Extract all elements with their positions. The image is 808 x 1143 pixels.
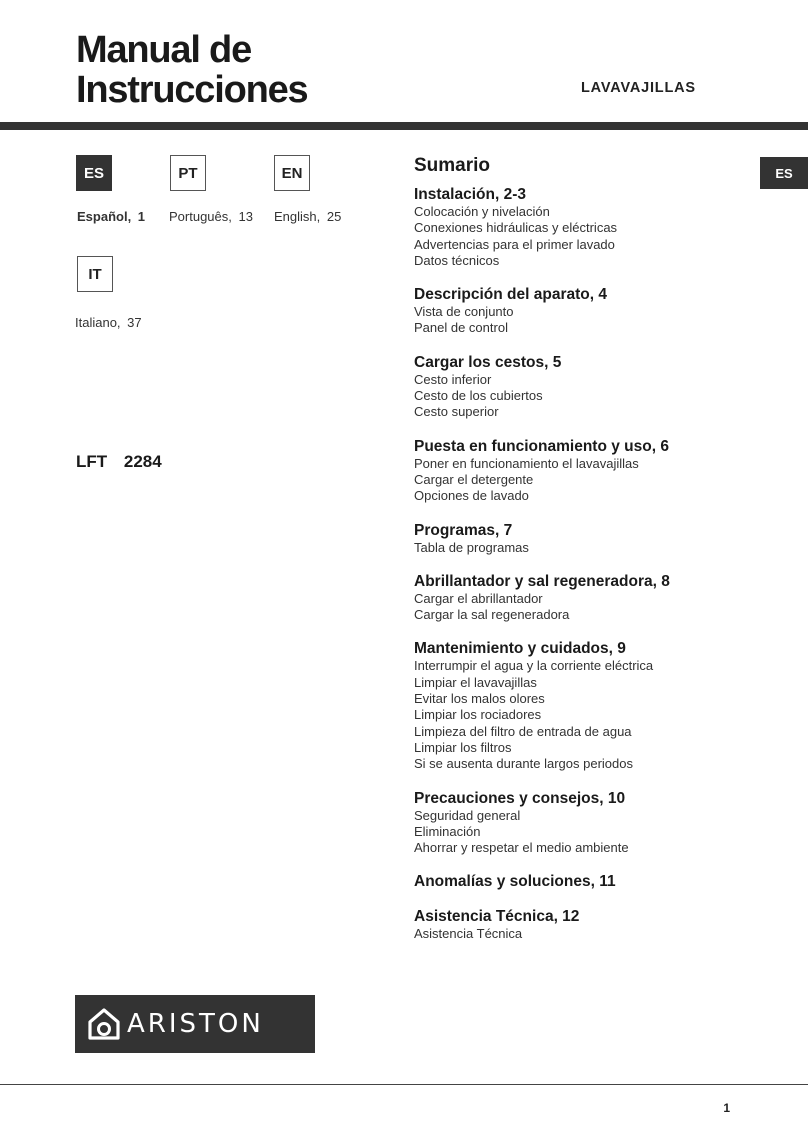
toc-section-title[interactable]: Cargar los cestos, 5	[414, 353, 562, 371]
title-line-2: Instrucciones	[76, 69, 308, 111]
toc-item[interactable]: Limpiar los filtros	[414, 739, 512, 755]
side-language-tab: ES	[760, 157, 808, 189]
header-divider-bar	[0, 122, 808, 130]
toc-item[interactable]: Ahorrar y respetar el medio ambiente	[414, 840, 629, 856]
toc-item[interactable]: Evitar los malos olores	[414, 691, 545, 707]
toc-item[interactable]: Poner en funcionamiento el lavavajillas	[414, 455, 639, 471]
document-title	[76, 30, 307, 110]
toc-item[interactable]: Tabla de programas	[414, 539, 529, 555]
toc-sections	[414, 185, 754, 943]
toc-item[interactable]: Cesto inferior	[414, 371, 492, 387]
lang-label-pt: Português, 13	[169, 209, 253, 224]
toc-section-title[interactable]: Instalación, 2-3	[414, 186, 526, 203]
toc-item[interactable]: Cargar el detergente	[414, 471, 534, 487]
toc-section	[414, 907, 754, 942]
toc-item[interactable]: Limpieza del filtro de entrada de agua	[414, 723, 632, 739]
toc-section-title[interactable]: Abrillantador y sal regeneradora, 8	[414, 572, 670, 590]
toc-item[interactable]: Opciones de lavado	[414, 488, 529, 504]
lang-box-it[interactable]: IT	[77, 256, 113, 292]
toc-item[interactable]: Seguridad general	[414, 807, 521, 823]
toc-section	[414, 285, 754, 337]
toc-section	[414, 572, 754, 624]
toc-section-title[interactable]: Descripción del aparato, 4	[414, 286, 607, 304]
lang-label-es: Español, 1	[77, 209, 146, 224]
model-number: LFT 2284	[76, 452, 162, 471]
toc-section-title[interactable]: Anomalías y soluciones, 11	[414, 873, 616, 891]
lang-box-en[interactable]: EN	[274, 155, 310, 191]
title-line-1: Manual de	[76, 29, 252, 71]
product-category: LAVAVAJILLAS	[581, 80, 696, 96]
toc-section	[414, 639, 754, 772]
toc-section-title[interactable]: Asistencia Técnica, 12	[414, 908, 580, 926]
toc-item[interactable]: Cargar el abrillantador	[414, 590, 543, 606]
toc-section	[414, 353, 754, 421]
toc-item[interactable]: Advertencias para el primer lavado	[414, 236, 615, 252]
lang-label-en: English, 25	[274, 209, 342, 224]
toc-item[interactable]: Cesto superior	[414, 404, 499, 420]
toc-section-title[interactable]: Mantenimiento y cuidados, 9	[414, 640, 626, 658]
toc-item[interactable]: Cesto de los cubiertos	[414, 388, 543, 404]
toc-item[interactable]: Vista de conjunto	[414, 304, 514, 320]
table-of-contents	[414, 155, 754, 959]
house-logo-icon	[87, 1007, 121, 1041]
toc-item[interactable]: Limpiar los rociadores	[414, 707, 542, 723]
lang-box-pt[interactable]: PT	[170, 155, 206, 191]
lang-label-it: Italiano, 37	[75, 315, 142, 330]
toc-section-title[interactable]: Precauciones y consejos, 10	[414, 789, 626, 807]
toc-item[interactable]: Cargar la sal regeneradora	[414, 607, 570, 623]
brand-name: ARISTON	[127, 1009, 264, 1039]
toc-item[interactable]: Panel de control	[414, 320, 508, 336]
toc-item[interactable]: Interrumpir el agua y la corriente eléctrica	[414, 658, 654, 674]
toc-section	[414, 872, 754, 891]
toc-item[interactable]: Conexiones hidráulicas y eléctricas	[414, 220, 618, 236]
toc-section	[414, 789, 754, 857]
footer-rule	[0, 1084, 808, 1085]
toc-section-title[interactable]: Puesta en funcionamiento y uso, 6	[414, 437, 669, 455]
toc-item[interactable]: Asistencia Técnica	[414, 926, 523, 942]
toc-item[interactable]: Datos técnicos	[414, 252, 500, 268]
toc-section	[414, 521, 754, 556]
lang-box-es[interactable]: ES	[76, 155, 112, 191]
page-number: 1	[723, 1101, 730, 1115]
toc-section-title[interactable]: Programas, 7	[414, 521, 513, 539]
brand-logo	[75, 995, 315, 1053]
toc-item[interactable]: Colocación y nivelación	[414, 204, 550, 219]
toc-section	[414, 437, 754, 505]
toc-section	[414, 185, 754, 269]
toc-item[interactable]: Eliminación	[414, 823, 481, 839]
toc-item[interactable]: Si se ausenta durante largos periodos	[414, 756, 633, 772]
toc-item[interactable]: Limpiar el lavavajillas	[414, 674, 537, 690]
toc-heading: Sumario	[414, 155, 491, 176]
